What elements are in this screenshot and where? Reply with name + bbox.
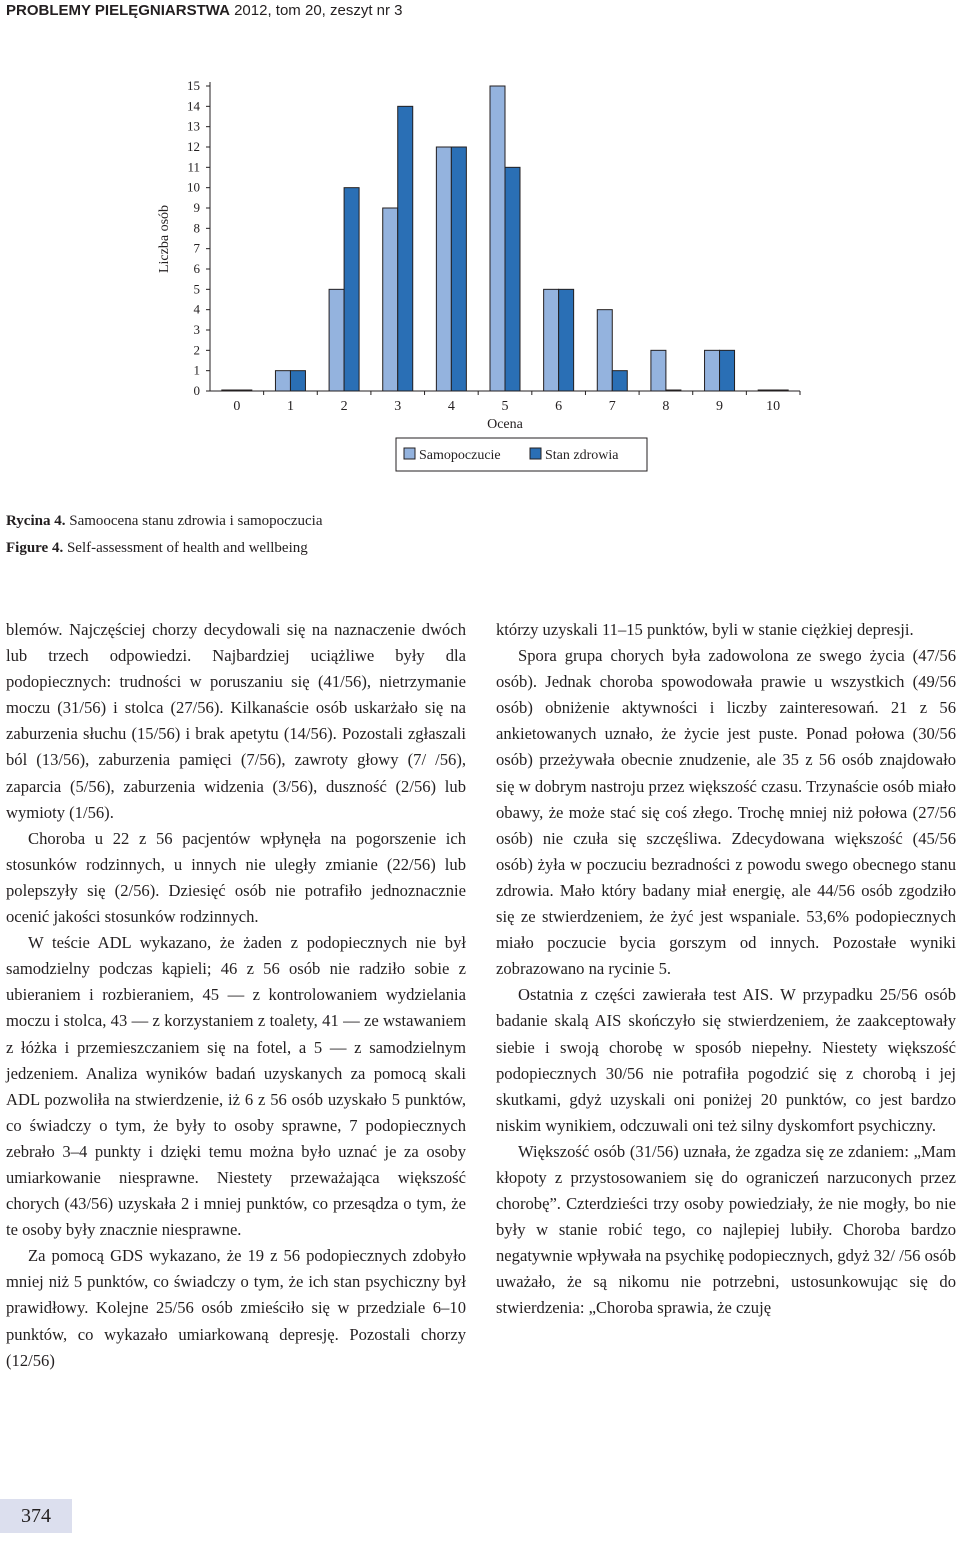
bar-stan-zdrowia (237, 390, 252, 391)
legend-swatch (404, 448, 415, 459)
x-axis-label: Ocena (487, 417, 523, 432)
x-tick-label: 6 (555, 399, 563, 414)
paragraph: Większość osób (31/56) uznała, że zgadza się ze zdaniem: „Mam kłopoty z przystosowaniem się do ograniczeń narzuconych przez chorobę”. Czterdzieści trzy osoby powiedziały, że nie mogły, bo nie były w stanie robić tego, co najlepiej lubiły. Choroba bardzo negatywnie wpływała na psychikę podopiecznych, gdyż 32/ /56 osób uważało, że są nikomu nie potrzebni, ustosunkowując się do stwierdzenia: „Choroba sprawia, że czuję (496, 1141, 956, 1318)
text-column-left (6, 617, 466, 1374)
bar-stan-zdrowia (398, 106, 413, 391)
bar-samopoczucie (705, 350, 720, 391)
y-tick-label: 2 (193, 342, 200, 358)
x-tick-label: 3 (394, 399, 402, 414)
x-tick-label: 10 (766, 399, 781, 414)
paragraph: Za pomocą GDS wykazano, że 19 z 56 podopiecznych zdobyło mniej niż 5 punktów, co świadczy o tym, że ich stan psychiczny był prawidłowy. Kolejne 25/56 osób zmieściło się w przedziale 6–10 punktów, co wykazało umiarkowaną depresję. Pozostali chorzy (12/56) (6, 1246, 466, 1370)
bar-samopoczucie (544, 289, 559, 391)
y-tick-label: 13 (187, 118, 200, 134)
x-tick-label: 4 (447, 399, 455, 414)
bar-stan-zdrowia (773, 390, 788, 391)
journal-title: PROBLEMY PIELĘGNIARSTWA (6, 2, 230, 19)
y-tick-label: 4 (193, 301, 200, 317)
bar-samopoczucie (490, 86, 505, 391)
y-axis-label: Liczba osób (157, 204, 172, 274)
y-tick-label: 10 (187, 179, 200, 195)
y-tick-label: 5 (193, 281, 200, 297)
bar-samopoczucie (436, 147, 451, 391)
y-tick-label: 7 (193, 240, 200, 256)
caption-en-text: Self-assessment of health and wellbeing (66, 540, 308, 556)
x-tick-label: 5 (501, 399, 509, 414)
x-tick-label: 1 (286, 399, 294, 414)
paragraph: Ostatnia z części zawierała test AIS. W przypadku 25/56 osób badanie skalą AIS skończyło się stwierdzeniem, że zaakceptowały siebie i swoją chorobę w sposób niepełny. Niestety większość podopiecznych 30/56 nie potrafiła pogodzić się z chorobą i jej skutkami, gdyż uzyskali oni poniżej 20 punktów, co jest bardzo niskim wynikiem, odczuwali oni też silny dyskomfort psychiczny. (496, 985, 956, 1135)
caption-pl-label: Rycina 4. (6, 513, 66, 529)
bar-samopoczucie (758, 390, 773, 391)
bar-stan-zdrowia (559, 289, 574, 391)
caption-pl (6, 513, 322, 530)
caption-en (6, 540, 308, 557)
bar-samopoczucie (275, 371, 290, 391)
page-number: 374 (0, 1499, 72, 1533)
x-tick-label: 9 (716, 399, 724, 414)
paragraph: blemów. Najczęściej chorzy decydowali się na naznaczenie dwóch lub trzech odpowiedzi. Najbardziej uciążliwe były dla podopiecznych: trudności w poruszaniu się (41/56), nietrzymanie moczu (31/56) i stolca (27/56). Kilkanaście osób uskarżało się na zaburzenia słuchu (15/56) i brak apetytu (14/56). Pozostali zgłaszali ból (13/56), zaburzenia pamięci (7/56), zawroty głowy (7/ /56), zaparcia (5/56), zaburzenia widzenia (3/56), duszność (2/56) lub wymioty (1/56). (6, 620, 466, 822)
issue-info: 2012, tom 20, zeszyt nr 3 (234, 2, 403, 19)
x-tick-label: 0 (233, 399, 241, 414)
bar-stan-zdrowia (505, 167, 520, 391)
paragraph: Spora grupa chorych była zadowolona ze swego życia (47/56 osób). Jednak choroba spowodowała prawie u wszystkich (49/56 osób) obniżenie aktywności i liczby zainteresowań. 21 z 56 ankietowanych uznało, że życie jest puste. Ponad połowa (30/56 osób) przeżywała obecnie znudzenie, ale 35 z 56 osób znajdowało się w dobrym nastroju przez większość czasu. Trzynaście osób miało obawy, że może stać się coś złego. Trochę mniej niż połowa (27/56 osób) nie czuła się szczęśliwa. Zdecydowana większość (45/56 osób) żyła w poczuciu bezradności z powodu swego obecnego stanu zdrowia. Mało który badany miał energię, ale 44/56 osób zgodziło się ze stwierdzeniem, że żyć jest wspaniale. 53,6% podopiecznych miało poczucie bycia gorszym od innych. Pozostałe wyniki zobrazowano na rycinie 5. (496, 646, 956, 979)
bar-chart (0, 0, 960, 500)
x-tick-label: 2 (340, 399, 348, 414)
y-tick-label: 3 (193, 322, 200, 337)
y-tick-label: 15 (187, 78, 200, 93)
y-tick-label: 0 (193, 383, 200, 398)
x-tick-label: 8 (662, 399, 670, 414)
y-tick-label: 11 (187, 159, 200, 175)
caption-pl-text: Samoocena stanu zdrowia i samopoczucia (69, 513, 323, 529)
paragraph: którzy uzyskali 11–15 punktów, byli w stanie ciężkiej depresji. (496, 620, 914, 639)
bar-stan-zdrowia (344, 188, 359, 391)
caption-en-label: Figure 4. (6, 540, 64, 556)
bar-samopoczucie (651, 350, 666, 391)
bar-stan-zdrowia (451, 147, 466, 391)
y-tick-label: 1 (193, 362, 200, 378)
bar-samopoczucie (383, 208, 398, 391)
y-tick-label: 9 (193, 200, 200, 215)
legend-label: Samopoczucie (419, 448, 501, 463)
bar-stan-zdrowia (612, 371, 627, 391)
paragraph: Choroba u 22 z 56 pacjentów wpłynęła na pogorszenie ich stosunków rodzinnych, u innych nie uległy zmianie (22/56) lub polepszyły się (2/56). Dziesięć osób nie potrafiło jednoznacznie ocenić jakości stosunków rodzinnych. (6, 828, 466, 927)
y-tick-label: 8 (193, 220, 200, 236)
y-tick-label: 12 (187, 139, 200, 154)
text-column-right (496, 617, 956, 1322)
legend-swatch (530, 448, 541, 459)
bar-stan-zdrowia (720, 350, 735, 391)
y-tick-label: 14 (187, 98, 200, 114)
paragraph: W teście ADL wykazano, że żaden z podopiecznych nie był samodzielny podczas kąpieli; 46 z 56 osób nie radziło sobie z ubieraniem i rozbieraniem, 45 — z kontrolowaniem wydzielania moczu i stolca, 43 — z korzystaniem z toalety, 41 — ze wstawaniem z łóżka i przemieszczaniem się na fotel, a 5 — z samodzielnym jedzeniem. Analiza wyników badań uzyskanych za pomocą skali ADL pozwoliła na stwierdzenie, iż 6 z 56 osób uzyskało 5 punktów, co świadczy o tym, że były to osoby sprawne, 7 podopiecznych zebrało 3–4 punkty i dzięki temu można było uznać je za osoby umiarkowanie niesprawne. Niestety przeważająca większość chorych (43/56) uzyskała 2 i mniej punktów, co przesądza o tym, że te osoby były znacznie niesprawne. (6, 933, 466, 1240)
y-tick-label: 6 (193, 261, 200, 276)
legend-label: Stan zdrowia (545, 448, 619, 463)
bar-samopoczucie (597, 310, 612, 391)
bar-stan-zdrowia (666, 390, 681, 391)
bar-samopoczucie (222, 390, 237, 391)
bar-stan-zdrowia (290, 371, 305, 391)
x-tick-label: 7 (608, 399, 616, 414)
bar-samopoczucie (329, 289, 344, 391)
